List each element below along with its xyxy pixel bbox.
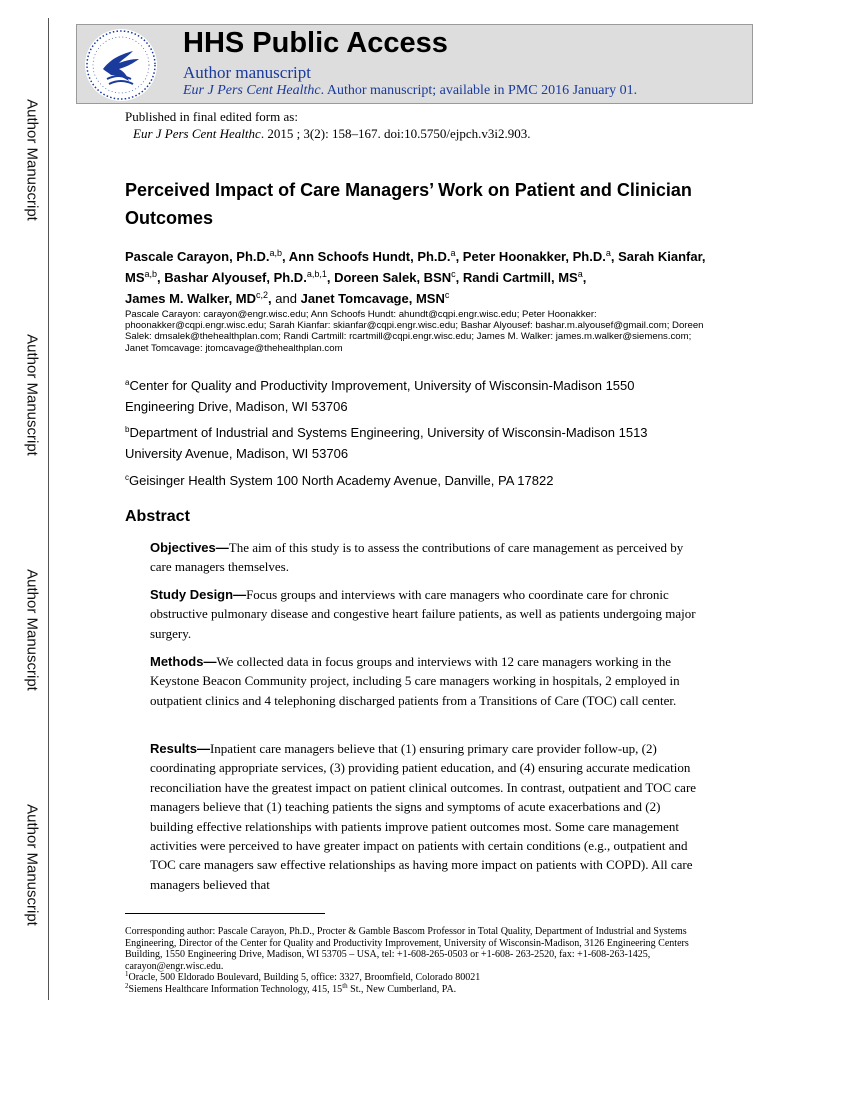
footnote-rule [125,913,325,914]
author: Sarah Kianfar, MS$^{a,b}$ [125,249,706,285]
side-watermark: Author Manuscript [23,334,41,456]
author-manuscript-subtitle: Author manuscript [183,63,311,82]
affiliation: $^a$Center for Quality and Productivity Improvement, University of Wisconsin-Madison 1550 Engineering Drive, Madison, WI 53706 [125,378,635,414]
author-emails: Pascale Carayon: carayon@engr.wisc.edu; Ann Schoofs Hundt: ahundt@cqpi.engr.wisc.edu; Peter Hoonakker: phoonakker@cqpi.engr.wisc.edu; Sarah Kianfar: skianfar@cqpi.engr.wisc.edu; Bashar Alyousef: bashar.m.alyousef@gmail.com; Doreen Salek: dmsalek@thehealthplan.com; Randi Cartmill: rcartmill@cqpi.engr.wisc.edu; James M. Walker: james.m.walker@siemens.com; Janet Tomcavage: jtomcavage@thehealthplan.com [125,309,704,354]
side-watermark: Author Manuscript [23,99,41,221]
author: Janet Tomcavage, MSN$^c$ [300,290,450,306]
author: Ann Schoofs Hundt, Ph.D.$^a$ [288,248,456,264]
hhs-header [76,24,753,104]
published-in-label: Published in final edited form as: [125,109,298,124]
abstract-methods: Methods—We collected data in focus groups and interviews with 12 care managers working in the Keystone Beacon Community project, including 5 care managers working in hospitals, 2 employed in outpatient clinics and 4 telephoning discharged patients from a Transitions of Care (TOC) call center. [150,654,680,708]
author: Randi Cartmill, $MS^a$ [462,269,583,285]
hhs-eagle-logo-icon [85,29,157,101]
authors-and: and [275,291,297,306]
side-watermark: Author Manuscript [23,804,41,926]
author: Pascale Carayon, Ph.D.$^{a,b}$ [125,248,283,264]
affiliation: $^b$Department of Industrial and Systems Engineering, University of Wisconsin-Madison 1513 University Avenue, Madison, WI 53706 [125,425,648,461]
affiliation: $^c$Geisinger Health System 100 North Academy Avenue, Danville, PA 17822 [125,473,554,488]
author: Doreen Salek, BSN$^c$ [334,269,456,285]
abstract-objectives: Objectives—The aim of this study is to assess the contributions of care management as perceived by care managers themselves. [150,540,684,575]
abstract-results: Results—Inpatient care managers believe that (1) ensuring primary care provider follow-up, (2) coordinating appropriate services, (3) providing patient education, and (4) ensuring accurate medication reconciliation have the greatest impact on patient clinical outcomes. In contrast, outpatient and TOC care managers believe that (1) teaching patients the signs and symptoms of acute exacerbations and (2) building effective relationships with patients improve patient outcomes most. Some care management activities were perceived to have greater impact on patients with certain conditions (e.g., outpatient and TOC care managers saw effective relationships as having more impact on patients with COPD). All care managers believed that [150,741,697,892]
manuscript-availability: Eur J Pers Cent Healthc. Author manuscript; available in PMC 2016 January 01. [183,83,638,98]
hhs-public-access-title: HHS Public Access [183,27,448,59]
author: James M. Walker, MD$^{c,2}$ [125,290,269,306]
author: Bashar Alyousef, Ph.D.$^{a,b,1}$ [164,269,327,285]
article-title: Perceived Impact of Care Managers’ Work on Patient and Clinician Outcomes [125,180,692,228]
footnote-2: $^2$Siemens Healthcare Information Technology, 415, 15th St., New Cumberland, PA. [125,981,457,995]
footnote-1: $^1$Oracle, 500 Eldorado Boulevard, Building 5, office: 3327, Broomfield, Colorado 80021 [125,970,481,983]
footnotes [125,926,725,995]
side-watermark: Author Manuscript [23,569,41,691]
abstract-heading: Abstract [125,508,190,525]
margin-rule [48,18,49,1000]
author-list: Pascale Carayon, Ph.D.$^{a,b}$, Ann Schoofs Hundt, Ph.D.$^a$, Peter Hoonakker, Ph.D.$^a$, Sarah Kianfar, MS$^{a,b}$, Bashar Alyousef, Ph.D.$^{a,b,1}$, Doreen Salek, BSN$^c$, Randi Cartmill, $MS^a$, James M. Walker, MD$^{c,2}$, and Janet Tomcavage, MSN$^c$ [125,248,706,306]
corresponding-author-note: Corresponding author: Pascale Carayon, Ph.D., Procter & Gamble Bascom Professor in Total Quality, Department of Industrial and Systems Engineering, Director of the Center for Quality and Productivity Improvement, University of Wisconsin-Madison, 3126 Engineering Centers Building, 1550 Engineering Drive, Madison, WI 53705 – USA, tel: +1-608-265-0503 or +1-608- 263-2520, fax: +1-608-263-1425, carayon@engr.wisc.edu. [125,926,689,972]
publication-citation: Eur J Pers Cent Healthc. 2015 ; 3(2): 158–167. doi:10.5750/ejpch.v3i2.903. [133,126,531,141]
author: Peter Hoonakker, Ph.D.$^a$ [462,248,611,264]
abstract-study-design: Study Design—Focus groups and interviews with care managers who coordinate care for chronic obstructive pulmonary disease and congestive heart failure patients, as well as patients undergoing major surgery. [150,587,696,641]
